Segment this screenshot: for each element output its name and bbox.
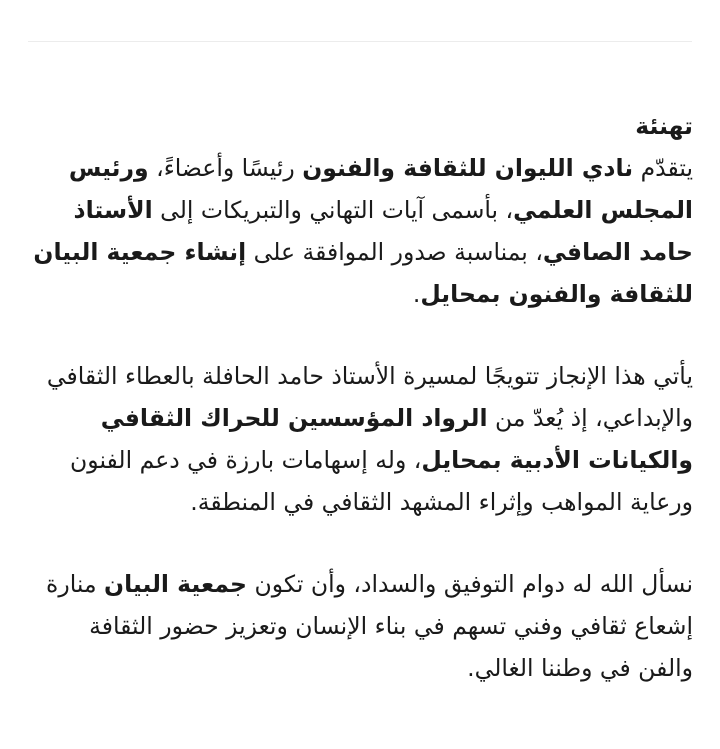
bold-pioneers: الرواد المؤسسين للحراك الثقافي والكيانات الأدبية بمحايل	[100, 404, 693, 474]
text-run: ، بأسمى آيات التهاني والتبريكات إلى	[152, 196, 514, 224]
text-run: ، وله إسهامات بارزة في دعم الفنون ورعاية المواهب وإثراء المشهد الثقافي في المنطقة.	[70, 446, 693, 516]
bold-association-short: جمعية البيان	[104, 570, 247, 598]
text-run: منارة إشعاع ثقافي وفني تسهم في بناء الإنسان وتعزيز حضور الثقافة والفن في وطننا الغالي.	[46, 570, 693, 682]
text-run: يتقدّم	[633, 154, 693, 182]
text-run: .	[412, 280, 421, 308]
article-title: تهنئة	[635, 112, 693, 140]
bold-association: إنشاء جمعية البيان للثقافة والفنون بمحايل	[33, 238, 693, 308]
paragraph-intro	[30, 105, 693, 315]
text-run: نسأل الله له دوام التوفيق والسداد، وأن تكون	[246, 570, 693, 598]
article-body	[30, 105, 693, 729]
paragraph-achievement	[30, 355, 693, 523]
text-run: رئيسًا وأعضاءً،	[148, 154, 303, 182]
text-run: يأتي هذا الإنجاز تتويجًا لمسيرة الأستاذ حامد الحافلة بالعطاء الثقافي والإبداعي، إذ يُعدّ من	[46, 362, 693, 432]
bold-council: ورئيس المجلس العلمي	[68, 154, 693, 224]
top-divider	[28, 41, 692, 42]
bold-honoree: الأستاذ حامد الصافي	[73, 196, 693, 266]
bold-club-name: نادي الليوان للثقافة والفنون	[302, 154, 634, 182]
text-run: ، بمناسبة صدور الموافقة على	[246, 238, 543, 266]
paragraph-prayer	[30, 563, 693, 689]
